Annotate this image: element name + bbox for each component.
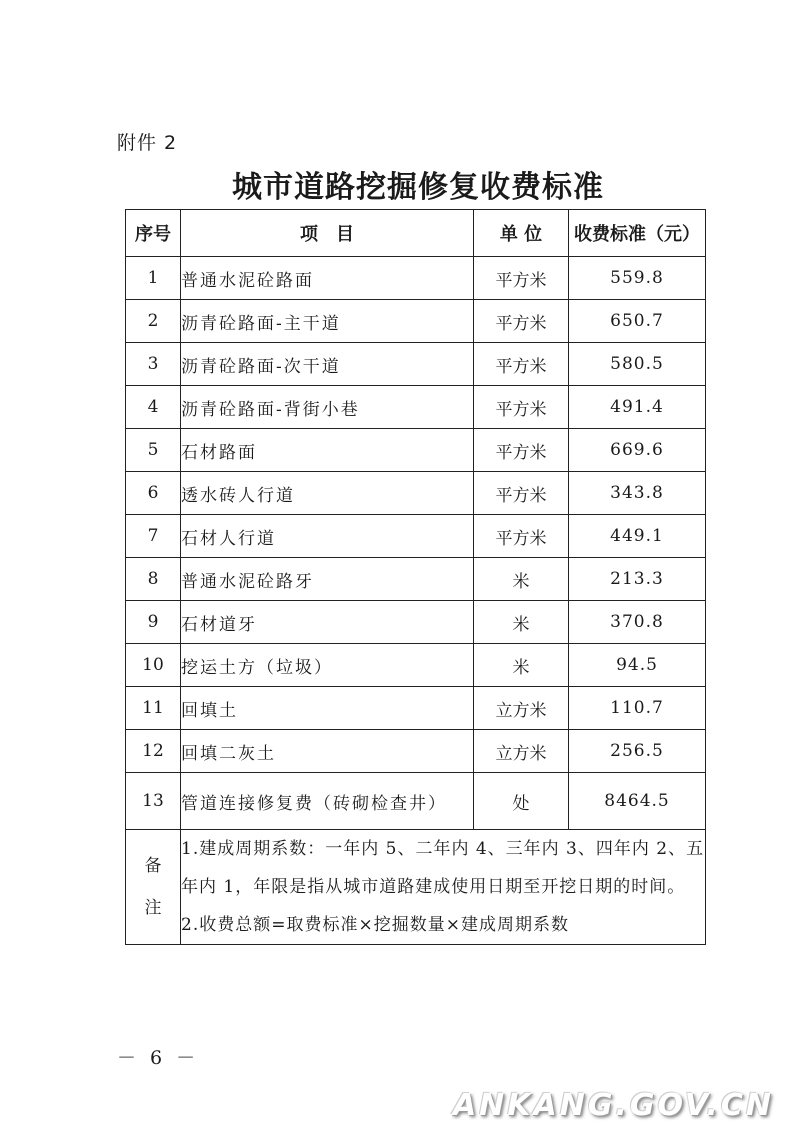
row-price: 213.3 (569, 558, 706, 601)
site-watermark: ANKANG.GOV.CN (452, 1088, 774, 1123)
table-row (126, 429, 706, 472)
row-unit: 米 (474, 558, 569, 601)
table-row (126, 687, 706, 730)
column-header-item: 项 目 (181, 210, 474, 257)
row-number: 1 (126, 257, 181, 300)
row-unit: 米 (474, 644, 569, 687)
row-unit: 平方米 (474, 429, 569, 472)
row-number: 7 (126, 515, 181, 558)
row-price: 94.5 (569, 644, 706, 687)
row-unit: 立方米 (474, 687, 569, 730)
row-price: 559.8 (569, 257, 706, 300)
row-number: 11 (126, 687, 181, 730)
row-item: 回填土 (181, 687, 474, 730)
column-header-price: 收费标准（元） (569, 210, 706, 257)
row-item: 沥青砼路面-背街小巷 (181, 386, 474, 429)
row-price: 370.8 (569, 601, 706, 644)
column-header-unit: 单 位 (474, 210, 569, 257)
remarks-body (181, 830, 706, 945)
attachment-label: 附件 2 (117, 132, 178, 154)
row-number: 6 (126, 472, 181, 515)
row-number: 3 (126, 343, 181, 386)
row-item: 石材路面 (181, 429, 474, 472)
row-number: 5 (126, 429, 181, 472)
page-number: － 6 － (117, 1047, 200, 1069)
remarks-line-1: 1.建成周期系数：一年内 5、二年内 4、三年内 3、四年内 2、五年内 1，年限是指从城市道路建成使用日期至开挖日期的时间。 (181, 839, 705, 897)
row-price: 343.8 (569, 472, 706, 515)
row-number: 9 (126, 601, 181, 644)
row-number: 12 (126, 730, 181, 773)
row-unit: 处 (474, 773, 569, 830)
row-item: 沥青砼路面-主干道 (181, 300, 474, 343)
remarks-label (126, 830, 181, 945)
table-row (126, 773, 706, 830)
row-price: 110.7 (569, 687, 706, 730)
row-number: 13 (126, 773, 181, 830)
row-item: 挖运土方（垃圾） (181, 644, 474, 687)
table-row (126, 300, 706, 343)
row-item: 管道连接修复费（砖砌检查井） (181, 773, 474, 830)
remarks-line-2: 2.收费总额=取费标准×挖掘数量×建成周期系数 (181, 915, 569, 935)
row-unit: 平方米 (474, 257, 569, 300)
row-item: 普通水泥砼路面 (181, 257, 474, 300)
row-unit: 米 (474, 601, 569, 644)
remarks-row (126, 830, 706, 945)
table-row (126, 386, 706, 429)
table-row (126, 558, 706, 601)
row-price: 669.6 (569, 429, 706, 472)
table-row (126, 343, 706, 386)
row-price: 256.5 (569, 730, 706, 773)
table-row (126, 472, 706, 515)
page-title: 城市道路挖掘修复收费标准 (232, 170, 604, 205)
row-item: 回填二灰土 (181, 730, 474, 773)
row-unit: 平方米 (474, 386, 569, 429)
row-unit: 平方米 (474, 472, 569, 515)
remarks-label-top: 备 (144, 856, 162, 876)
row-price: 580.5 (569, 343, 706, 386)
row-unit: 立方米 (474, 730, 569, 773)
row-price: 491.4 (569, 386, 706, 429)
table-header-row (126, 210, 706, 257)
table-row (126, 515, 706, 558)
row-unit: 平方米 (474, 515, 569, 558)
row-item: 石材人行道 (181, 515, 474, 558)
remarks-label-bottom: 注 (144, 898, 162, 918)
row-number: 10 (126, 644, 181, 687)
table-row (126, 730, 706, 773)
fee-table (125, 209, 706, 945)
row-number: 8 (126, 558, 181, 601)
row-unit: 平方米 (474, 343, 569, 386)
row-item: 普通水泥砼路牙 (181, 558, 474, 601)
row-price: 650.7 (569, 300, 706, 343)
row-item: 沥青砼路面-次干道 (181, 343, 474, 386)
table-row (126, 601, 706, 644)
row-item: 透水砖人行道 (181, 472, 474, 515)
row-number: 2 (126, 300, 181, 343)
table-row (126, 644, 706, 687)
table-row (126, 257, 706, 300)
row-price: 8464.5 (569, 773, 706, 830)
row-item: 石材道牙 (181, 601, 474, 644)
row-number: 4 (126, 386, 181, 429)
row-unit: 平方米 (474, 300, 569, 343)
column-header-no: 序号 (126, 210, 181, 257)
row-price: 449.1 (569, 515, 706, 558)
